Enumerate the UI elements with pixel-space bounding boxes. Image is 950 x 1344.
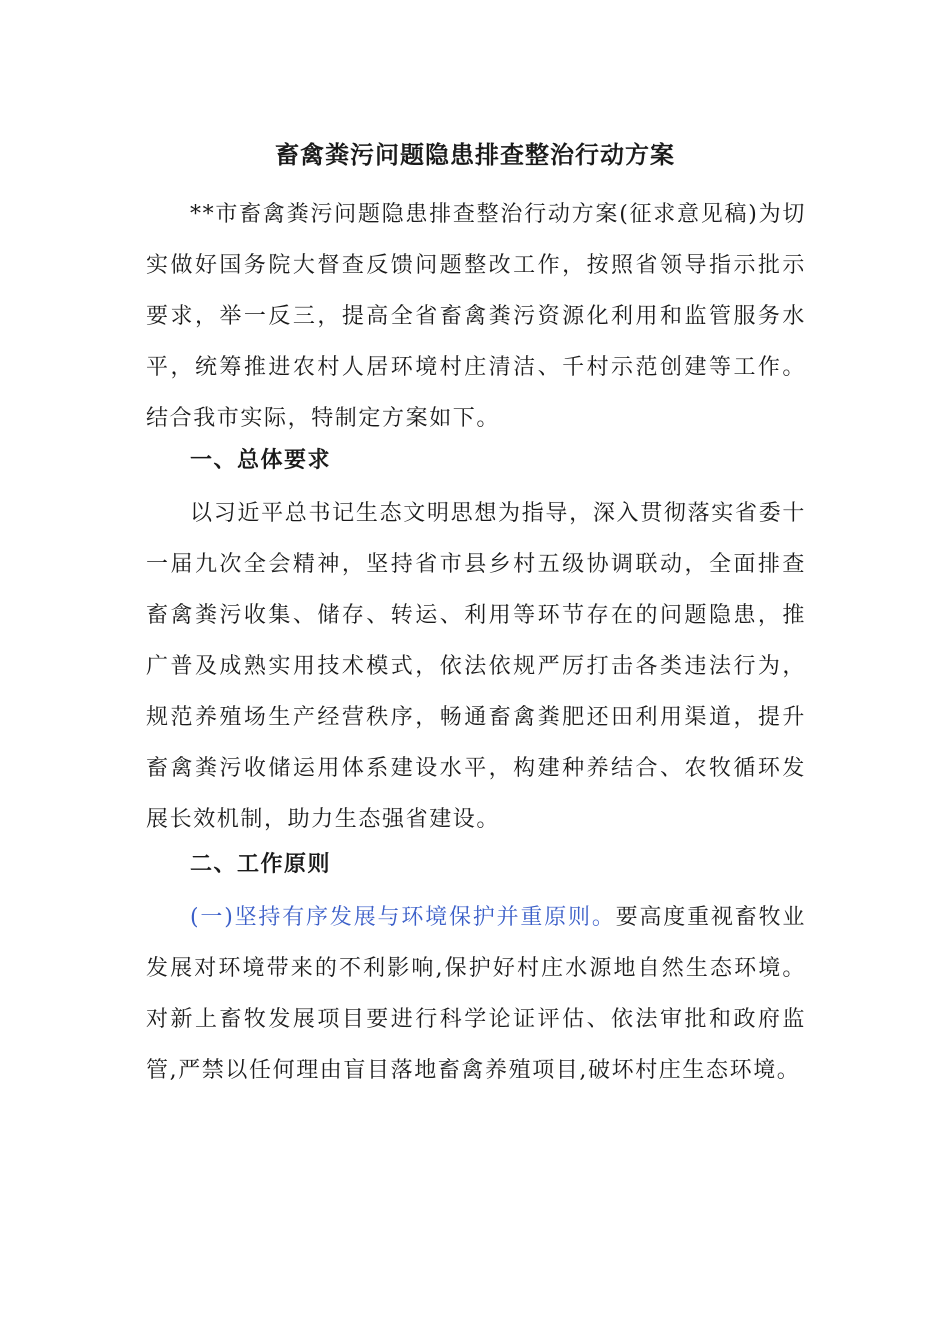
section-body-overall-requirements: 以习近平总书记生态文明思想为指导，深入贯彻落实省委十一届九次全会精神，坚持省市县乡村五级协调联动，全面排查畜禽粪污收集、储存、转运、利用等环节存在的问题隐患，推广普及成熟实用技术模式，依法依规严厉打击各类违法行为，规范养殖场生产经营秩序，畅通畜禽粪肥还田利用渠道，提升畜禽粪污收储运用体系建设水平，构建种养结合、农牧循环发展长效机制，助力生态强省建设。	[146, 501, 806, 832]
intro-paragraph: **市畜禽粪污问题隐患排查整治行动方案(征求意见稿)为切实做好国务院大督查反馈问题整改工作，按照省领导指示批示要求，举一反三，提高全省畜禽粪污资源化利用和监管服务水平，统筹推进农村人居环境村庄清洁、千村示范创建等工作。结合我市实际，特制定方案如下。	[146, 202, 806, 431]
principle-paragraph	[146, 892, 806, 1096]
section-heading-overall-requirements: 一、总体要求	[190, 447, 332, 473]
document-title: 畜禽粪污问题隐患排查整治行动方案	[275, 140, 675, 169]
section-heading-work-principles: 二、工作原则	[190, 851, 332, 877]
principle-body: 要高度重视畜牧业发展对环境带来的不利影响,保护好村庄水源地自然生态环境。对新上畜牧发展项目要进行科学论证评估、依法审批和政府监管,严禁以任何理由盲目落地畜禽养殖项目,破坏村庄生态环境。	[146, 905, 806, 1083]
principle-title-highlight: (一)坚持有序发展与环境保护并重原则。	[190, 905, 616, 930]
